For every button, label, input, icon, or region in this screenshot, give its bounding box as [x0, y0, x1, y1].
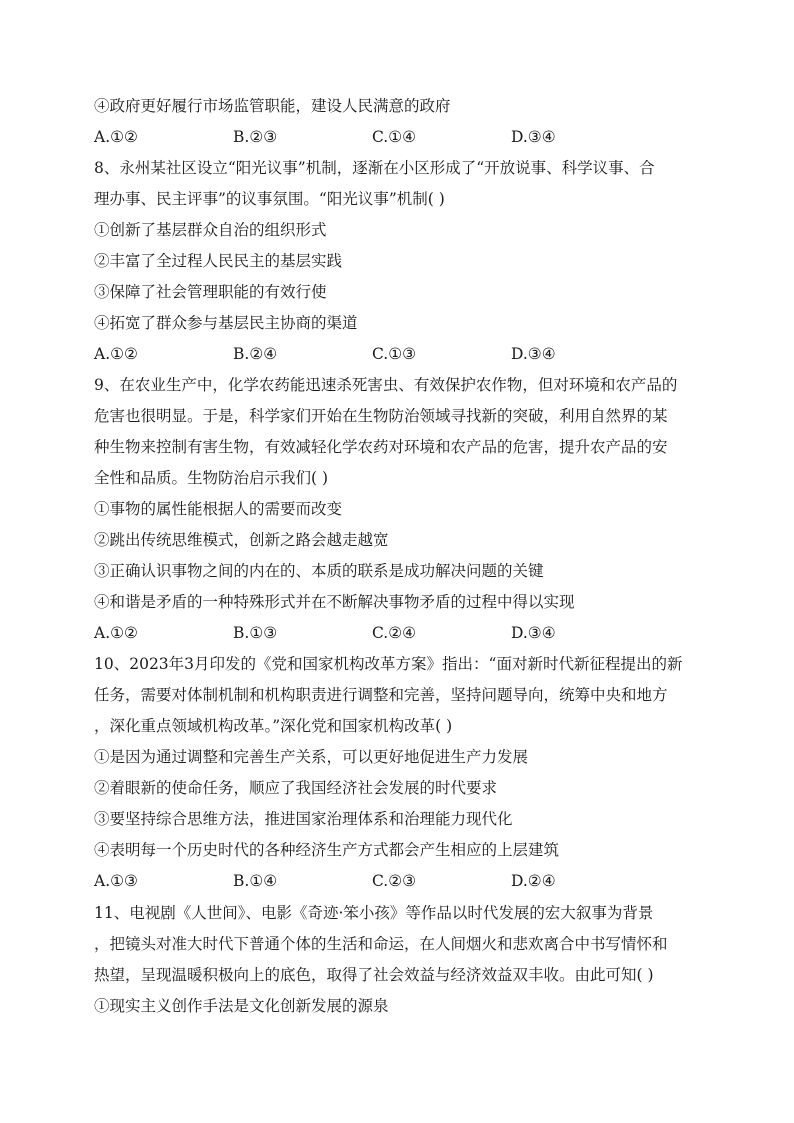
q9-option-b: B.①③ [233, 624, 278, 642]
q10-statement-4: ④表明每一个历史时代的各种经济生产方式都会产生相应的上层建筑 [94, 841, 560, 859]
q8-options [94, 343, 694, 365]
q9-stem-line-4: 全性和品质。生物防治启示我们( ) [94, 469, 329, 487]
q11-stem-line-1: 11、电视剧《人世间》、电影《奇迹·笨小孩》等作品以时代发展的宏大叙事为背景 [94, 904, 654, 922]
q11-stem-line-2: ，把镜头对准大时代下普通个体的生活和命运，在人间烟火和悲欢离合中书写情怀和 [94, 935, 668, 953]
q8-stem-line-2: 理办事、民主评事”的议事氛围。“阳光议事”机制( ) [94, 190, 445, 208]
q9-options [94, 622, 694, 644]
q8-statement-3: ③保障了社会管理职能的有效行使 [94, 283, 327, 301]
q10-option-c: C.②③ [372, 872, 417, 890]
q9-statement-3: ③正确认识事物之间的内在的、本质的联系是成功解决问题的关键 [94, 562, 544, 580]
q9-option-d: D.③④ [511, 624, 556, 642]
q7-option-b: B.②③ [233, 128, 278, 146]
q9-statement-4: ④和谐是矛盾的一种特殊形式并在不断解决事物矛盾的过程中得以实现 [94, 593, 575, 611]
q9-statement-2: ②跳出传统思维模式，创新之路会越走越宽 [94, 531, 389, 549]
q10-stem-line-1: 10、2023年3月印发的《党和国家机构改革方案》指出：“面对新时代新征程提出的新 [94, 655, 683, 673]
q9-stem-line-2: 危害也很明显。于是，科学家们开始在生物防治领域寻找新的突破，利用自然界的某 [94, 407, 668, 425]
q10-option-d: D.②④ [511, 872, 556, 890]
q8-option-c: C.①③ [372, 345, 417, 363]
q9-stem-line-3: 种生物来控制有害生物，有效减轻化学农药对环境和农产品的危害，提升农产品的安 [94, 438, 668, 456]
q10-options [94, 870, 694, 892]
q10-statement-1: ①是因为通过调整和完善生产关系，可以更好地促进生产力发展 [94, 748, 529, 766]
q10-option-a: A.①③ [94, 872, 138, 890]
q8-option-a: A.①② [94, 345, 138, 363]
q8-option-b: B.②④ [233, 345, 278, 363]
q7-options [94, 126, 694, 148]
q8-stem-line-1: 8、永州某社区设立“阳光议事”机制，逐渐在小区形成了“开放说事、科学议事、合 [94, 159, 655, 177]
q8-statement-4: ④拓宽了群众参与基层民主协商的渠道 [94, 314, 358, 332]
q9-stem-line-1: 9、在农业生产中，化学农药能迅速杀死害虫、有效保护农作物，但对环境和农产品的 [94, 376, 678, 394]
q8-statement-2: ②丰富了全过程人民民主的基层实践 [94, 252, 343, 270]
q10-statement-2: ②着眼新的使命任务，顺应了我国经济社会发展的时代要求 [94, 779, 498, 797]
q7-option-c: C.①④ [372, 128, 417, 146]
q9-option-c: C.②④ [372, 624, 417, 642]
q10-option-b: B.①④ [233, 872, 278, 890]
q8-option-d: D.③④ [511, 345, 556, 363]
q10-statement-3: ③要坚持综合思维方法，推进国家治理体系和治理能力现代化 [94, 810, 513, 828]
q10-stem-line-3: ，深化重点领域机构改革。”深化党和国家机构改革( ) [94, 717, 453, 735]
q10-stem-line-2: 任务，需要对体制机制和机构职责进行调整和完善，坚持问题导向，统筹中央和地方 [94, 686, 668, 704]
q7-option-a: A.①② [94, 128, 138, 146]
q11-statement-1: ①现实主义创作手法是文化创新发展的源泉 [94, 997, 389, 1015]
q7-statement-4: ④政府更好履行市场监管职能，建设人民满意的政府 [94, 97, 451, 115]
q9-statement-1: ①事物的属性能根据人的需要而改变 [94, 500, 343, 518]
q8-statement-1: ①创新了基层群众自治的组织形式 [94, 221, 327, 239]
q7-option-d: D.③④ [511, 128, 556, 146]
q9-option-a: A.①② [94, 624, 138, 642]
q11-stem-line-3: 热望，呈现温暖积极向上的底色，取得了社会效益与经济效益双丰收。由此可知( ) [94, 966, 654, 984]
